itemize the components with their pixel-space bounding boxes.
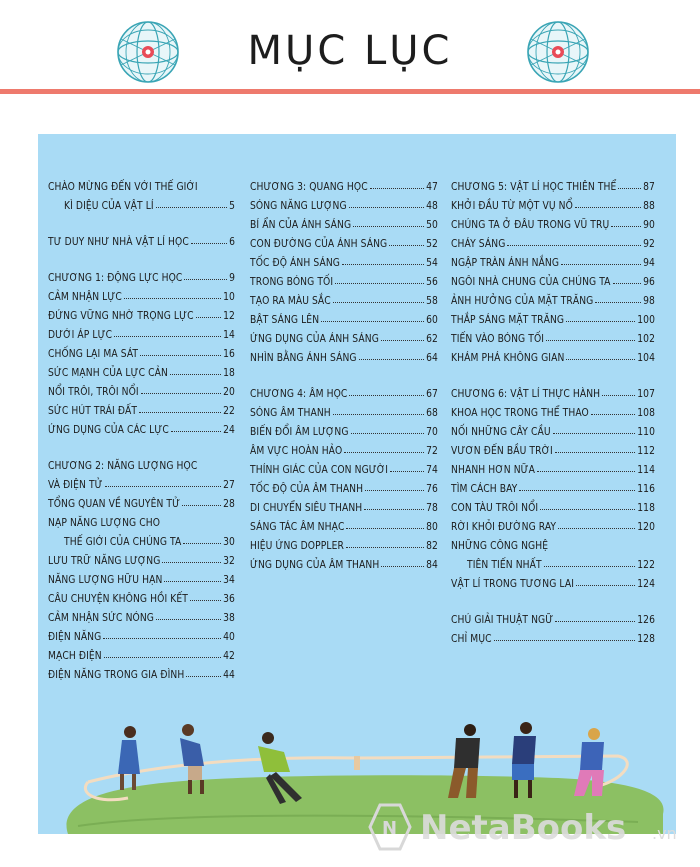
toc-entry	[48, 510, 235, 529]
toc-entry-page: 40	[223, 632, 235, 643]
toc-entry-page: 107	[637, 389, 655, 400]
dot-leader	[140, 355, 221, 356]
toc-entry	[48, 586, 235, 605]
toc-entry	[451, 231, 655, 250]
dot-leader	[171, 431, 221, 432]
globe-icon-right	[525, 19, 591, 85]
toc-entry-page: 22	[223, 406, 235, 417]
toc-entry	[48, 417, 235, 436]
toc-entry	[451, 438, 655, 457]
toc-entry-page: 98	[643, 296, 655, 307]
dot-leader	[104, 657, 221, 658]
dot-leader	[139, 412, 221, 413]
dot-leader	[359, 359, 425, 360]
dot-leader	[344, 452, 424, 453]
toc-entry	[48, 548, 235, 567]
toc-entry	[250, 381, 438, 400]
toc-entry	[48, 303, 235, 322]
toc-entry-title: CHÀO MỪNG ĐẾN VỚI THẾ GIỚI	[48, 182, 198, 193]
dot-leader	[566, 359, 635, 360]
toc-entry-title: ỨNG DỤNG CỦA ÁNH SÁNG	[250, 334, 379, 345]
toc-entry-page: 44	[223, 670, 235, 681]
toc-entry	[250, 533, 438, 552]
toc-entry	[250, 288, 438, 307]
dot-leader	[613, 283, 642, 284]
toc-entry-page: 50	[426, 220, 438, 231]
dot-leader	[555, 452, 635, 453]
toc-entry	[48, 341, 235, 360]
toc-entry-title: DI CHUYỂN SIÊU THANH	[250, 503, 363, 514]
toc-entry-title: ỨNG DỤNG CỦA ÂM THANH	[250, 560, 380, 571]
toc-entry-title: ĐỨNG VỮNG NHỜ TRỌNG LỰC	[48, 311, 194, 322]
toc-entry-title: SÓNG NĂNG LƯỢNG	[250, 201, 347, 212]
toc-entry-title: NỐI NHỮNG CÂY CẦU	[451, 427, 551, 438]
toc-entry-page: 108	[637, 408, 655, 419]
toc-entry	[451, 495, 655, 514]
toc-entry-title: CHƯƠNG 5: VẬT LÍ HỌC THIÊN THỂ	[451, 182, 617, 193]
toc-entry-title: TỐC ĐỘ CỦA ÂM THANH	[250, 484, 364, 495]
toc-entry-page: 122	[637, 560, 655, 571]
dot-leader	[519, 490, 635, 491]
dot-leader	[342, 264, 424, 265]
toc-entry	[451, 476, 655, 495]
dot-leader	[611, 226, 641, 227]
toc-entry	[48, 453, 235, 472]
toc-entry-title: TẠO RA MÀU SẮC	[250, 296, 331, 307]
toc-panel	[38, 134, 676, 834]
toc-entry	[48, 229, 235, 248]
toc-entry-title: CHỈ MỤC	[451, 634, 492, 645]
toc-entry-title: TƯ DUY NHƯ NHÀ VẬT LÍ HỌC	[48, 237, 189, 248]
toc-entry-title: TIẾN VÀO BÓNG TỐI	[451, 334, 545, 345]
toc-entry-page: 36	[223, 594, 235, 605]
dot-leader	[353, 226, 424, 227]
toc-entry	[48, 193, 235, 212]
watermark-brand: NetaBooks	[420, 808, 627, 848]
toc-entry	[48, 491, 235, 510]
toc-entry	[48, 472, 235, 491]
toc-entry	[48, 284, 235, 303]
dot-leader	[575, 207, 641, 208]
toc-entry-page: 42	[223, 651, 235, 662]
dot-leader	[191, 243, 227, 244]
toc-entry-title: KHỞI ĐẦU TỪ MỘT VỤ NỔ	[451, 201, 573, 212]
dot-leader	[602, 395, 635, 396]
toc-entry-page: 5	[229, 201, 235, 212]
toc-entry	[451, 174, 655, 193]
toc-entry-page: 70	[426, 427, 438, 438]
toc-entry-title: ẢNH HƯỞNG CỦA MẶT TRĂNG	[451, 296, 594, 307]
toc-entry-page: 54	[426, 258, 438, 269]
toc-entry-title: CHƯƠNG 3: QUANG HỌC	[250, 182, 368, 193]
toc-entry-title: SỨC MẠNH CỦA LỰC CẢN	[48, 368, 168, 379]
toc-entry-title: SỨC HÚT TRÁI ĐẤT	[48, 406, 138, 417]
toc-entry-page: 80	[426, 522, 438, 533]
toc-entry-title: DƯỚI ÁP LỰC	[48, 330, 113, 341]
toc-entry-title: ỨNG DỤNG CỦA CÁC LỰC	[48, 425, 169, 436]
toc-entry	[250, 495, 438, 514]
dot-leader	[595, 302, 641, 303]
toc-entry-page: 28	[223, 499, 235, 510]
toc-entry-page: 34	[223, 575, 235, 586]
dot-leader	[544, 566, 635, 567]
toc-entry-title: CHÚNG TA Ở ĐÂU TRONG VŨ TRỤ	[451, 220, 610, 231]
toc-entry	[250, 457, 438, 476]
toc-entry	[451, 533, 655, 552]
header-divider	[0, 89, 700, 94]
toc-entry	[451, 514, 655, 533]
dot-leader	[540, 509, 635, 510]
dot-leader	[591, 414, 635, 415]
toc-entry-page: 78	[426, 503, 438, 514]
dot-leader	[346, 547, 424, 548]
toc-entry	[250, 476, 438, 495]
toc-entry-title: LƯU TRỮ NĂNG LƯỢNG	[48, 556, 161, 567]
dot-leader	[335, 283, 424, 284]
toc-entry	[250, 250, 438, 269]
toc-entry	[48, 529, 235, 548]
toc-entry	[451, 193, 655, 212]
toc-column-3	[451, 174, 655, 645]
toc-entry-page: 24	[223, 425, 235, 436]
toc-entry	[250, 438, 438, 457]
dot-leader	[561, 264, 641, 265]
toc-entry-title: RỜI KHỎI ĐƯỜNG RAY	[451, 522, 557, 533]
toc-entry-title: CON TÀU TRÔI NỔI	[451, 503, 539, 514]
toc-entry	[451, 552, 655, 571]
dot-leader	[507, 245, 641, 246]
toc-entry	[451, 269, 655, 288]
toc-entry	[250, 212, 438, 231]
toc-entry	[451, 626, 655, 645]
dot-leader	[114, 336, 221, 337]
toc-entry	[451, 212, 655, 231]
toc-entry	[250, 307, 438, 326]
toc-entry	[451, 457, 655, 476]
dot-leader	[156, 207, 227, 208]
toc-entry	[451, 307, 655, 326]
toc-entry-page: 58	[426, 296, 438, 307]
toc-entry-title: CẢM NHẬN SỨC NÓNG	[48, 613, 154, 624]
dot-leader	[333, 302, 424, 303]
toc-entry-title: KÌ DIỆU CỦA VẬT LÍ	[64, 201, 154, 212]
toc-entry-title: KHOA HỌC TRONG THỂ THAO	[451, 408, 589, 419]
toc-entry-page: 114	[637, 465, 655, 476]
toc-entry	[451, 250, 655, 269]
toc-column-1	[48, 174, 235, 681]
toc-entry	[48, 605, 235, 624]
dot-leader	[333, 414, 424, 415]
toc-entry-page: 62	[426, 334, 438, 345]
dot-leader	[566, 321, 635, 322]
dot-leader	[365, 490, 424, 491]
toc-entry-page: 104	[637, 353, 655, 364]
toc-entry	[451, 419, 655, 438]
toc-entry-title: VẬT LÍ TRONG TƯƠNG LAI	[451, 579, 575, 590]
toc-entry-page: 56	[426, 277, 438, 288]
toc-entry-page: 38	[223, 613, 235, 624]
toc-entry	[250, 193, 438, 212]
toc-entry	[250, 419, 438, 438]
toc-entry-page: 94	[643, 258, 655, 269]
toc-entry-page: 84	[426, 560, 438, 571]
toc-entry	[48, 643, 235, 662]
toc-entry-title: BÍ ẨN CỦA ÁNH SÁNG	[250, 220, 352, 231]
dot-leader	[156, 619, 221, 620]
toc-entry-page: 90	[643, 220, 655, 231]
toc-entry-page: 18	[223, 368, 235, 379]
toc-entry-page: 76	[426, 484, 438, 495]
svg-text:N: N	[382, 818, 398, 839]
toc-entry-page: 124	[637, 579, 655, 590]
toc-entry-page: 6	[229, 237, 235, 248]
toc-entry-page: 9	[229, 273, 235, 284]
dot-leader	[103, 638, 221, 639]
dot-leader	[346, 528, 424, 529]
toc-entry-title: BẬT SÁNG LÊN	[250, 315, 320, 326]
watermark-suffix: .vn	[652, 824, 677, 843]
dot-leader	[537, 471, 635, 472]
dot-leader	[390, 471, 424, 472]
toc-entry-title: ĐIỆN NĂNG TRONG GIA ĐÌNH	[48, 670, 185, 681]
toc-entry-page: 118	[637, 503, 655, 514]
dot-leader	[553, 433, 636, 434]
toc-entry-title: THÍNH GIÁC CỦA CON NGƯỜI	[250, 465, 389, 476]
dot-leader	[164, 581, 221, 582]
toc-entry	[451, 400, 655, 419]
toc-entry	[48, 662, 235, 681]
toc-entry-page: 10	[223, 292, 235, 303]
dot-leader	[170, 374, 221, 375]
toc-entry-title: CHÁY SÁNG	[451, 239, 506, 250]
page-title: MỤC LỤC	[247, 28, 453, 74]
toc-entry-page: 30	[223, 537, 235, 548]
toc-entry-title: NẠP NĂNG LƯỢNG CHO	[48, 518, 161, 529]
dot-leader	[618, 188, 641, 189]
toc-entry-title: TỐC ĐỘ ÁNH SÁNG	[250, 258, 341, 269]
dot-leader	[351, 433, 425, 434]
toc-entry	[250, 400, 438, 419]
dot-leader	[494, 640, 636, 641]
toc-entry-page: 27	[223, 480, 235, 491]
watermark-logo	[360, 797, 700, 857]
dot-leader	[183, 543, 221, 544]
toc-entry-page: 67	[426, 389, 438, 400]
dot-leader	[182, 505, 221, 506]
dot-leader	[141, 393, 221, 394]
toc-entry	[48, 174, 235, 193]
toc-entry-title: THẾ GIỚI CỦA CHÚNG TA	[64, 537, 182, 548]
toc-entry-title: CHƯƠNG 6: VẬT LÍ THỰC HÀNH	[451, 389, 601, 400]
dot-leader	[576, 585, 635, 586]
toc-entry	[250, 174, 438, 193]
toc-entry	[48, 322, 235, 341]
dot-leader	[381, 340, 424, 341]
toc-entry	[451, 288, 655, 307]
toc-entry-title: CHƯƠNG 4: ÂM HỌC	[250, 389, 348, 400]
toc-entry-title: TỔNG QUAN VỀ NGUYÊN TỬ	[48, 499, 181, 510]
toc-entry-page: 120	[637, 522, 655, 533]
toc-entry-title: NHANH HƠN NỮA	[451, 465, 535, 476]
toc-entry-title: CHỐNG LẠI MA SÁT	[48, 349, 139, 360]
toc-entry-title: CHƯƠNG 2: NĂNG LƯỢNG HỌC	[48, 461, 198, 472]
toc-entry-title: NĂNG LƯỢNG HỮU HẠN	[48, 575, 163, 586]
toc-entry	[48, 624, 235, 643]
toc-entry	[48, 360, 235, 379]
dot-leader	[555, 621, 635, 622]
toc-entry-page: 20	[223, 387, 235, 398]
dot-leader	[546, 340, 635, 341]
toc-entry-page: 68	[426, 408, 438, 419]
dot-leader	[381, 566, 424, 567]
dot-leader	[349, 207, 424, 208]
toc-entry-title: TRONG BÓNG TỐI	[250, 277, 334, 288]
toc-entry-title: THẮP SÁNG MẶT TRĂNG	[451, 315, 565, 326]
dot-leader	[558, 528, 635, 529]
toc-entry-page: 60	[426, 315, 438, 326]
toc-entry-title: NHỮNG CÔNG NGHỆ	[451, 541, 549, 552]
toc-entry-page: 52	[426, 239, 438, 250]
toc-entry-page: 96	[643, 277, 655, 288]
toc-entry	[48, 379, 235, 398]
toc-entry-page: 74	[426, 465, 438, 476]
dot-leader	[389, 245, 424, 246]
toc-entry-page: 100	[637, 315, 655, 326]
toc-entry-page: 87	[643, 182, 655, 193]
toc-entry-page: 88	[643, 201, 655, 212]
toc-entry-page: 32	[223, 556, 235, 567]
toc-entry-title: SÁNG TÁC ÂM NHẠC	[250, 522, 345, 533]
dot-leader	[196, 317, 222, 318]
toc-entry	[48, 567, 235, 586]
toc-entry-title: KHÁM PHÁ KHÔNG GIAN	[451, 353, 565, 364]
dot-leader	[186, 676, 221, 677]
toc-entry	[250, 269, 438, 288]
toc-entry-page: 12	[223, 311, 235, 322]
toc-entry-title: TIÊN TIẾN NHẤT	[467, 560, 542, 571]
toc-entry-page: 126	[637, 615, 655, 626]
toc-entry-title: MẠCH ĐIỆN	[48, 651, 102, 662]
toc-entry-page: 92	[643, 239, 655, 250]
toc-entry-page: 116	[637, 484, 655, 495]
dot-leader	[370, 188, 424, 189]
dot-leader	[364, 509, 424, 510]
toc-entry	[451, 571, 655, 590]
dot-leader	[105, 486, 222, 487]
toc-entry-title: CẢM NHẬN LỰC	[48, 292, 122, 303]
toc-entry	[451, 326, 655, 345]
toc-entry-title: SÓNG ÂM THANH	[250, 408, 331, 419]
dot-leader	[124, 298, 221, 299]
toc-column-2	[250, 174, 438, 571]
toc-entry-page: 72	[426, 446, 438, 457]
toc-entry	[250, 514, 438, 533]
toc-entry-title: CÂU CHUYỆN KHÔNG HỒI KẾT	[48, 594, 188, 605]
toc-entry-title: NGẬP TRÀN ÁNH NẮNG	[451, 258, 560, 269]
toc-entry-page: 112	[637, 446, 655, 457]
toc-entry-page: 64	[426, 353, 438, 364]
toc-entry	[451, 345, 655, 364]
toc-entry-title: ĐIỆN NĂNG	[48, 632, 102, 643]
toc-entry-page: 82	[426, 541, 438, 552]
toc-entry	[451, 607, 655, 626]
toc-entry-title: CHÚ GIẢI THUẬT NGỮ	[451, 615, 554, 626]
toc-entry-page: 128	[637, 634, 655, 645]
toc-entry	[250, 552, 438, 571]
toc-entry-page: 102	[637, 334, 655, 345]
toc-entry-title: CHƯƠNG 1: ĐỘNG LỰC HỌC	[48, 273, 183, 284]
toc-entry-page: 110	[637, 427, 655, 438]
toc-entry-title: CON ĐƯỜNG CỦA ÁNH SÁNG	[250, 239, 388, 250]
toc-entry-title: VƯƠN ĐẾN BẦU TRỜI	[451, 446, 553, 457]
toc-entry-page: 16	[223, 349, 235, 360]
toc-entry	[48, 265, 235, 284]
toc-entry	[250, 326, 438, 345]
toc-entry-title: BIẾN ĐỔI ÂM LƯỢNG	[250, 427, 349, 438]
toc-entry	[250, 345, 438, 364]
toc-entry-title: ÂM VỰC HOÀN HẢO	[250, 446, 343, 457]
toc-entry-page: 48	[426, 201, 438, 212]
dot-leader	[321, 321, 424, 322]
toc-entry-title: NỔI TRÔI, TRÔI NỔI	[48, 387, 139, 398]
toc-entry-title: NHÌN BẰNG ÁNH SÁNG	[250, 353, 357, 364]
toc-entry-title: TÌM CÁCH BAY	[451, 484, 518, 495]
toc-entry	[48, 398, 235, 417]
toc-entry-title: VÀ ĐIỆN TỬ	[48, 480, 103, 491]
toc-entry	[451, 381, 655, 400]
dot-leader	[349, 395, 424, 396]
toc-entry-page: 47	[426, 182, 438, 193]
dot-leader	[190, 600, 221, 601]
dot-leader	[162, 562, 221, 563]
toc-entry	[250, 231, 438, 250]
toc-entry-page: 14	[223, 330, 235, 341]
toc-entry-title: HIỆU ỨNG DOPPLER	[250, 541, 344, 552]
toc-entry-title: NGÔI NHÀ CHUNG CỦA CHÚNG TA	[451, 277, 611, 288]
dot-leader	[184, 279, 227, 280]
